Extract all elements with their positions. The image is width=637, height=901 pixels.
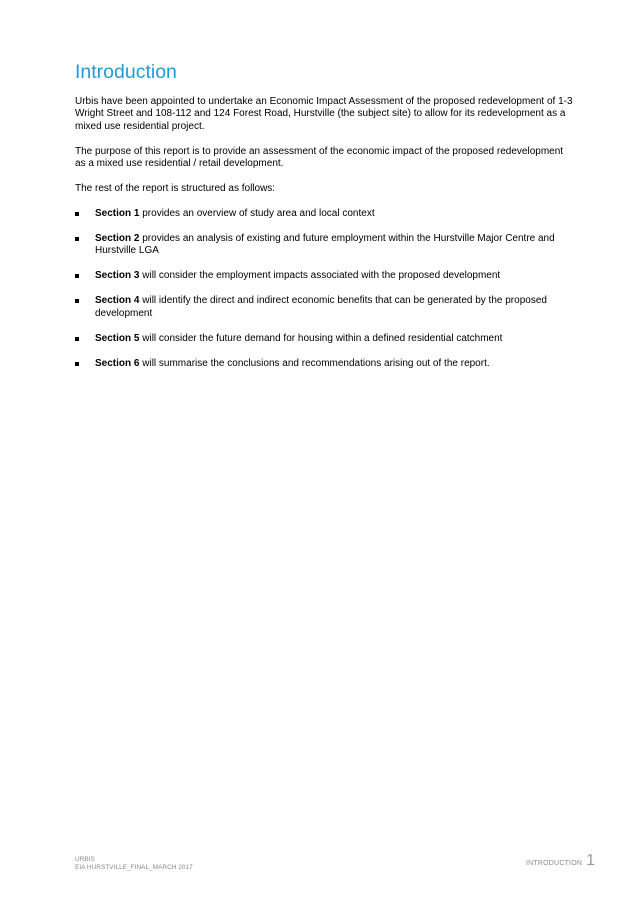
section-description: provides an analysis of existing and future employment within the Hurstville Major Centre and Hurstville LGA — [95, 233, 555, 257]
footer-document-info — [75, 856, 193, 872]
section-list — [75, 208, 575, 383]
square-bullet-icon — [75, 362, 79, 366]
section-description: provides an overview of study area and local context — [139, 208, 375, 219]
footer-document-ref: EIA HURSTVILLE_FINAL_MARCH 2017 — [75, 864, 193, 871]
footer-page-info — [526, 852, 595, 870]
list-item-section-4 — [75, 295, 575, 320]
footer-section-name: INTRODUCTION — [526, 860, 583, 867]
footer-company: URBIS — [75, 856, 95, 863]
purpose-paragraph: The purpose of this report is to provide an assessment of the economic impact of the proposed redevelopment as a mixed use residential / retail development. — [75, 146, 564, 170]
section-label: Section 5 — [95, 332, 140, 344]
section-label: Section 1 — [95, 208, 140, 219]
page-title: Introduction — [75, 61, 177, 83]
square-bullet-icon — [75, 274, 79, 278]
page-number: 1 — [586, 852, 595, 869]
section-label: Section 6 — [95, 357, 140, 369]
structure-paragraph: The rest of the report is structured as follows: — [75, 183, 276, 194]
section-label: Section 3 — [95, 270, 140, 282]
list-item-section-6 — [75, 358, 575, 370]
square-bullet-icon — [75, 299, 79, 303]
list-item-section-5 — [75, 333, 575, 345]
list-item-section-3 — [75, 270, 575, 282]
square-bullet-icon — [75, 212, 79, 216]
intro-paragraph: Urbis have been appointed to undertake an Economic Impact Assessment of the proposed redevelopment of 1-3 Wright Street and 108-112 and 124 Forest Road, Hurstville (the subject site) to allow for its redevelopment as a mixed use residential project. — [75, 96, 573, 132]
square-bullet-icon — [75, 337, 79, 341]
section-description: will consider the future demand for housing within a defined residential catchment — [139, 332, 503, 344]
list-item-section-1 — [75, 208, 575, 220]
section-description: will consider the employment impacts associated with the proposed development — [139, 270, 501, 282]
square-bullet-icon — [75, 237, 79, 241]
section-description: will identify the direct and indirect economic benefits that can be generated by the proposed development — [95, 295, 547, 319]
section-label: Section 2 — [95, 233, 140, 244]
list-item-section-2 — [75, 233, 575, 258]
section-label: Section 4 — [95, 295, 140, 307]
section-description: will summarise the conclusions and recommendations arising out of the report. — [139, 357, 490, 369]
